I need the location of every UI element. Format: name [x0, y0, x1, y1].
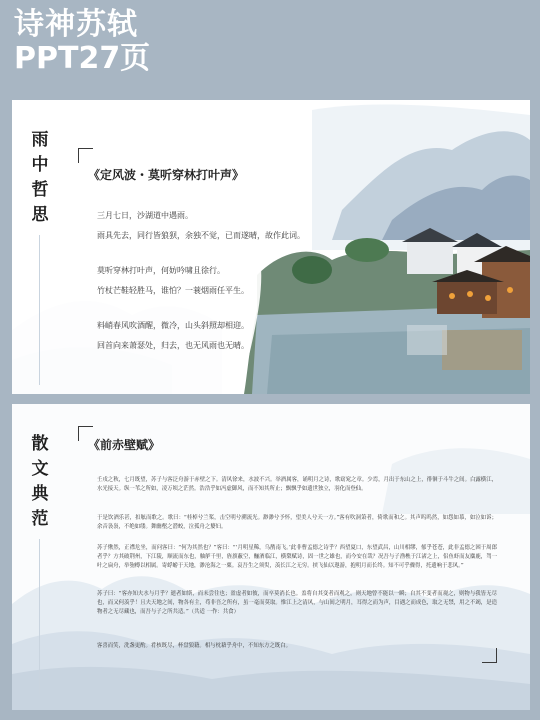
poem-title: 《前赤壁赋》 [88, 438, 161, 452]
poem-line: 回首向来萧瑟处，归去，也无风雨也无晴。 [97, 341, 249, 350]
poem-line: 竹杖芒鞋轻胜马，谁怕？一蓑烟雨任平生。 [97, 286, 249, 295]
page-title-line-2: PPT27页 [14, 40, 151, 76]
paragraph: 苏子曰：“客亦知夫水与月乎？逝者如斯，而未尝往也；盈虚者如彼，而卒莫消长也。盖将自其变者而观之，则天地曾不能以一瞬；自其不变者而观之，则物与我皆无尽也，而又何羡乎！且夫天地之间，物各有主，苟非吾之所有，虽一毫而莫取。惟江上之清风，与山间之明月，耳得之而为声，目遇之而成色，取之无禁，用之不竭，是造物者之无尽藏也，而吾与子之所共适。”（共适 一作：共食） [97, 591, 497, 616]
poem-line: 莫听穿林打叶声，何妨吟啸且徐行。 [97, 266, 225, 275]
side-title: 散文典范 [31, 434, 49, 529]
page-title [14, 8, 150, 75]
paragraph: 壬戌之秋，七月既望，苏子与客泛舟游于赤壁之下。清风徐来，水波不兴。举酒属客，诵明月之诗，歌窈窕之章。少焉，月出于东山之上，徘徊于斗牛之间。白露横江，水光接天。纵一苇之所如，凌万顷之茫然。浩浩乎如冯虚御风，而不知其所止；飘飘乎如遗世独立，羽化而登仙。 [97, 477, 497, 493]
paragraph: 于是饮酒乐甚，扣舷而歌之。歌曰：“桂棹兮兰桨，击空明兮溯流光。渺渺兮予怀，望美人兮天一方。”客有吹洞箫者，倚歌而和之。其声呜呜然，如怨如慕，如泣如诉；余音袅袅，不绝如缕。舞幽壑之潜蛟，泣孤舟之嫠妇。 [97, 515, 497, 531]
poem-title: 《定风波・莫听穿林打叶声》 [88, 168, 245, 182]
slide-ding-feng-bo [12, 100, 530, 394]
slide-qian-chi-bi-fu [12, 404, 530, 710]
paragraph: 客喜而笑，洗盏更酌。肴核既尽，杯盘狼籍。相与枕藉乎舟中，不知东方之既白。 [97, 643, 292, 649]
poem-line: 料峭春风吹酒醒，微冷，山头斜照却相迎。 [97, 321, 249, 330]
side-divider [39, 539, 40, 694]
page-title-line-1: 诗神苏轼 [14, 7, 138, 42]
corner-bracket-top-left [78, 148, 93, 163]
water-town-scene [12, 100, 530, 394]
paragraph: 苏子愀然，正襟危坐，而问客曰：“何为其然也？”客曰：“‘月明星稀，乌鹊南飞。’此非曹孟德之诗乎？西望夏口，东望武昌，山川相缪，郁乎苍苍，此非孟德之困于周郎者乎？方其破荆州，下江陵，顺流而东也，舳舻千里，旌旗蔽空，酾酒临江，横槊赋诗，固一世之雄也，而今安在哉？况吾与子渔樵于江渚之上，侣鱼虾而友麋鹿，驾一叶之扁舟，举匏樽以相属。寄蜉蝣于天地，渺沧海之一粟。哀吾生之须臾，羡长江之无穷。挟飞仙以遨游，抱明月而长终。知不可乎骤得，托遗响于悲风。” [97, 545, 497, 570]
side-divider [39, 235, 40, 385]
side-title: 雨中哲思 [31, 130, 49, 225]
poem-line: 三月七日，沙湖道中遇雨。 [97, 211, 193, 220]
poem-line: 雨具先去，同行皆狼狈，余独不觉，已而遂晴，故作此词。 [97, 231, 305, 240]
